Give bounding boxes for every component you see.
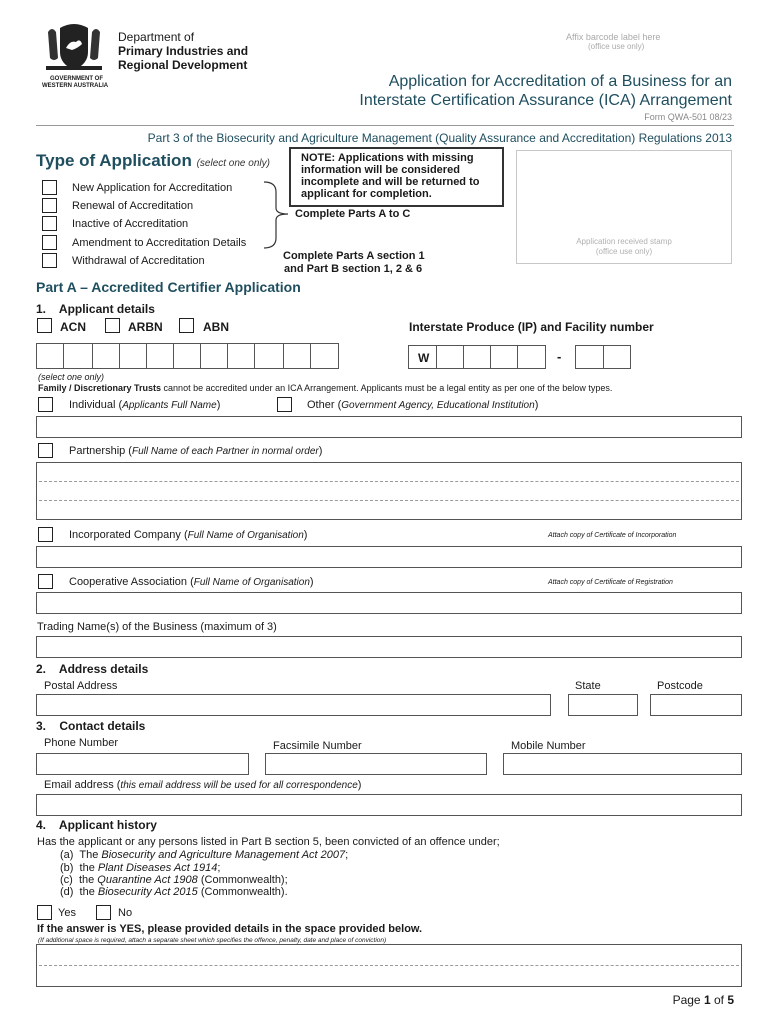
- conviction-details-input[interactable]: [36, 944, 742, 987]
- company-text: Incorporated Company (: [69, 529, 188, 541]
- digit-divider: [254, 344, 255, 368]
- form-title-line1: Application for Accreditation of a Business for an: [388, 73, 732, 90]
- dashed-rule: [39, 481, 739, 482]
- ip-number-input[interactable]: [408, 345, 546, 369]
- complete-parts-a-c: Complete Parts A to C: [295, 208, 411, 220]
- other-checkbox[interactable]: [277, 397, 292, 412]
- part-a-title: Part A – Accredited Certifier Application: [36, 279, 301, 295]
- dept-line2: Primary Industries and: [118, 44, 249, 58]
- postcode-label: Postcode: [657, 680, 703, 692]
- ip-facility-label: Interstate Produce (IP) and Facility number: [409, 320, 654, 334]
- partnership-label: [69, 445, 322, 457]
- mobile-input[interactable]: [503, 753, 742, 775]
- item-a-post: ;: [345, 849, 349, 861]
- history-intro: Has the applicant or any persons listed in Part B section 5, been convicted of an offence under;: [37, 836, 500, 848]
- company-checkbox[interactable]: [38, 527, 53, 542]
- partnership-text: Partnership (: [69, 445, 132, 457]
- type-new-label: New Application for Accreditation: [72, 182, 233, 194]
- digit-divider: [490, 346, 491, 368]
- additional-space-note: (If additional space is required, attach a separate sheet which specifies the offence, penalty, date and place of conviction): [38, 937, 387, 944]
- item-a-pre: (a) The: [60, 849, 102, 861]
- digit-divider: [173, 344, 174, 368]
- state-label: State: [575, 680, 601, 692]
- complete-parts-b-line2: and Part B section 1, 2 & 6: [284, 263, 423, 275]
- dashed-rule: [39, 965, 739, 966]
- other-text: Other (: [307, 399, 342, 411]
- barcode-office-use: (office use only): [588, 42, 645, 51]
- facility-number-input[interactable]: [575, 345, 631, 369]
- other-hint: Government Agency, Educational Institution: [341, 400, 535, 411]
- history-yes-label: Yes: [58, 907, 76, 919]
- individual-name-input[interactable]: [36, 416, 742, 438]
- type-title-hint: (select one only): [196, 158, 270, 169]
- fax-input[interactable]: [265, 753, 487, 775]
- type-inactive-label: Inactive of Accreditation: [72, 218, 189, 230]
- form-title-line2: Interstate Certification Assurance (ICA) Arrangement: [359, 92, 732, 109]
- trusts-note: [38, 383, 612, 393]
- ip-separator: -: [557, 349, 562, 364]
- paren-close: ): [534, 399, 539, 411]
- history-no-checkbox[interactable]: [96, 905, 111, 920]
- item-c-act: Quarantine Act 1908: [97, 874, 198, 886]
- type-renewal-checkbox[interactable]: [42, 198, 57, 213]
- digit-divider: [517, 346, 518, 368]
- item-b-post: ;: [217, 862, 221, 874]
- mobile-label: Mobile Number: [511, 740, 586, 752]
- address-details-heading: 2. Address details: [36, 662, 149, 676]
- partnership-names-input[interactable]: [36, 462, 742, 520]
- paren-close: ): [303, 529, 308, 541]
- digit-divider: [283, 344, 284, 368]
- history-item-d: [60, 886, 288, 898]
- trading-name-input[interactable]: [36, 636, 742, 658]
- stamp-line1: Application received stamp: [576, 237, 672, 246]
- arbn-label: ARBN: [128, 320, 163, 334]
- cooperative-checkbox[interactable]: [38, 574, 53, 589]
- page-total: 5: [727, 993, 734, 1007]
- company-hint: Full Name of Organisation: [187, 530, 304, 541]
- postcode-input[interactable]: [650, 694, 742, 716]
- received-stamp-box: [516, 150, 732, 264]
- complete-parts-b-line1: Complete Parts A section 1: [283, 250, 425, 262]
- ip-prefix: W: [418, 351, 430, 365]
- abn-label: ABN: [203, 320, 229, 334]
- fax-label: Facsimile Number: [273, 740, 362, 752]
- company-number-input[interactable]: [36, 343, 339, 369]
- partnership-hint: Full Name of each Partner in normal order: [131, 446, 319, 457]
- applicant-details-heading: 1. Applicant details: [36, 302, 155, 316]
- header-rule: [36, 125, 734, 126]
- history-item-a: [60, 849, 348, 861]
- paren-close: ): [309, 576, 314, 588]
- type-of-application-title: [36, 151, 270, 171]
- type-withdrawal-checkbox[interactable]: [42, 253, 57, 268]
- acn-label: ACN: [60, 320, 86, 334]
- type-withdrawal-label: Withdrawal of Accreditation: [72, 255, 205, 267]
- dashed-rule: [39, 500, 739, 501]
- history-yes-checkbox[interactable]: [37, 905, 52, 920]
- digit-divider: [463, 346, 464, 368]
- type-amendment-label: Amendment to Accreditation Details: [72, 237, 247, 249]
- page-mid: of: [710, 993, 728, 1007]
- cooperative-label: [69, 576, 314, 588]
- gov-line1: GOVERNMENT OF: [50, 76, 104, 82]
- type-renewal-label: Renewal of Accreditation: [72, 200, 194, 212]
- individual-checkbox[interactable]: [38, 397, 53, 412]
- individual-label: [69, 399, 220, 411]
- item-c-pre: (c) the: [60, 874, 98, 886]
- item-b-act: Plant Diseases Act 1914: [97, 862, 218, 874]
- history-item-b: [60, 862, 220, 874]
- item-d-pre: (d) the: [60, 886, 98, 898]
- digit-divider: [310, 344, 311, 368]
- wa-government-crest-icon: [42, 18, 106, 74]
- arbn-checkbox[interactable]: [105, 318, 120, 333]
- dept-line3: Regional Development: [118, 58, 248, 72]
- partnership-checkbox[interactable]: [38, 443, 53, 458]
- trading-name-label: Trading Name(s) of the Business (maximum of 3): [37, 621, 277, 633]
- phone-input[interactable]: [36, 753, 249, 775]
- contact-details-heading: 3. Contact details: [36, 719, 146, 733]
- digit-divider: [92, 344, 93, 368]
- note-line2: information will be considered: [301, 164, 460, 176]
- abn-checkbox[interactable]: [179, 318, 194, 333]
- if-yes-instruction: If the answer is YES, please provided details in the space provided below.: [37, 923, 423, 935]
- digit-divider: [119, 344, 120, 368]
- individual-hint: Applicants Full Name: [122, 400, 217, 411]
- trusts-rest: cannot be accredited under an ICA Arrangement. Applicants must be a legal entity as per one of the below types.: [161, 383, 613, 393]
- other-label: [307, 399, 538, 411]
- select-one-only: (select one only): [38, 372, 105, 382]
- company-name-input[interactable]: [36, 546, 742, 568]
- paren-close: ): [216, 399, 221, 411]
- digit-divider: [603, 346, 604, 368]
- gov-line2: WESTERN AUSTRALIA: [42, 83, 109, 89]
- digit-divider: [436, 346, 437, 368]
- type-inactive-checkbox[interactable]: [42, 216, 57, 231]
- type-new-checkbox[interactable]: [42, 180, 57, 195]
- state-input[interactable]: [568, 694, 638, 716]
- email-input[interactable]: [36, 794, 742, 816]
- item-d-act: Biosecurity Act 2015: [97, 886, 198, 898]
- trusts-bold: Family / Discretionary Trusts: [38, 383, 162, 393]
- digit-divider: [200, 344, 201, 368]
- coop-hint: Full Name of Organisation: [193, 577, 310, 588]
- history-item-c: [60, 874, 288, 886]
- brace-icon: [262, 180, 292, 250]
- phone-label: Phone Number: [44, 737, 118, 749]
- postal-address-input[interactable]: [36, 694, 551, 716]
- item-b-pre: (b) the: [60, 862, 98, 874]
- history-no-label: No: [118, 907, 133, 919]
- type-amendment-checkbox[interactable]: [42, 235, 57, 250]
- regulation-subtitle: Part 3 of the Biosecurity and Agriculture Management (Quality Assurance and Accreditation) Regulations 2013: [147, 131, 732, 145]
- postal-address-label: Postal Address: [44, 680, 118, 692]
- digit-divider: [63, 344, 64, 368]
- item-a-act: Biosecurity and Agriculture Management Act 2007: [101, 849, 346, 861]
- note-line4: applicant for completion.: [301, 188, 432, 200]
- note-box: [289, 147, 504, 207]
- digit-divider: [146, 344, 147, 368]
- email-label: [44, 779, 361, 791]
- applicant-history-heading: 4. Applicant history: [36, 818, 157, 832]
- page-pre: Page: [672, 993, 704, 1007]
- stamp-line2: (office use only): [595, 247, 653, 256]
- individual-text: Individual (: [69, 399, 123, 411]
- note-line1: NOTE: Applications with missing: [301, 152, 474, 164]
- page-current: 1: [703, 993, 711, 1007]
- barcode-label: Affix barcode label here: [566, 32, 661, 42]
- digit-divider: [227, 344, 228, 368]
- company-attach-note: Attach copy of Certificate of Incorporation: [548, 532, 677, 539]
- item-c-post: (Commonwealth);: [197, 874, 288, 886]
- coop-attach-note: Attach copy of Certificate of Registration: [548, 579, 673, 586]
- page-number: [673, 993, 734, 1007]
- acn-checkbox[interactable]: [37, 318, 52, 333]
- note-line3: incomplete and will be returned to: [301, 176, 480, 188]
- dept-line1: Department of: [118, 30, 195, 44]
- cooperative-name-input[interactable]: [36, 592, 742, 614]
- email-hint: this email address will be used for all correspondence: [120, 780, 358, 791]
- paren-close: ): [318, 445, 323, 457]
- email-text: Email address (: [44, 779, 121, 791]
- type-title-text: Type of Application: [36, 151, 192, 170]
- item-d-post: (Commonwealth).: [197, 886, 288, 898]
- coop-text: Cooperative Association (: [69, 576, 194, 588]
- form-number: Form QWA-501 08/23: [644, 112, 732, 122]
- paren-close: ): [357, 779, 362, 791]
- company-label: [69, 529, 307, 541]
